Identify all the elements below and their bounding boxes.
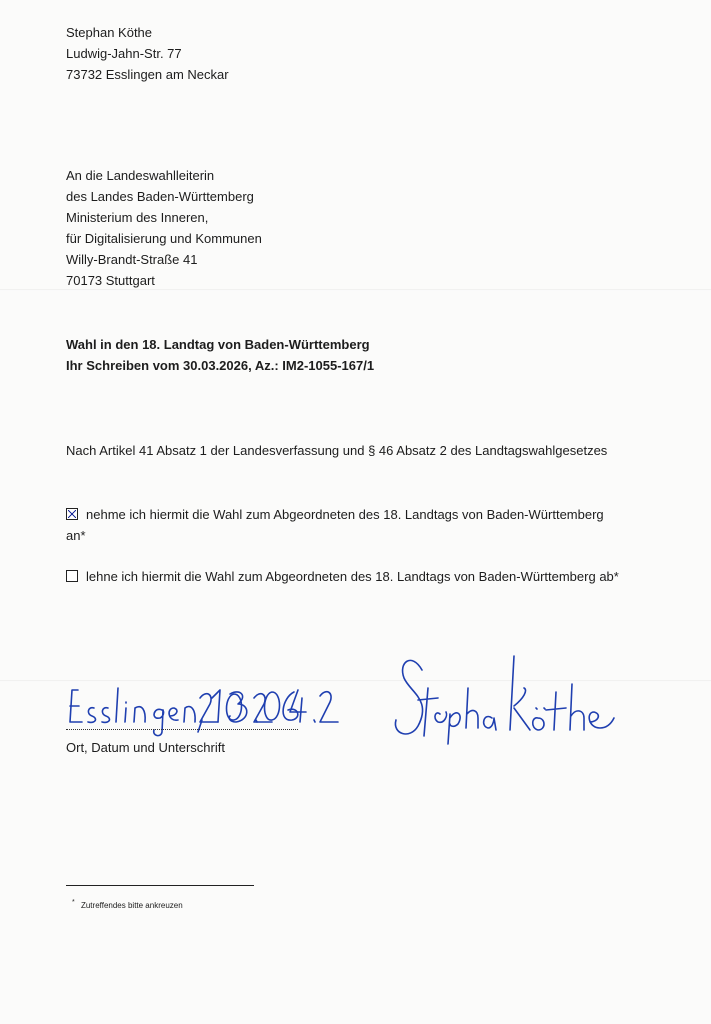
footnote-text: Zutreffendes bitte ankreuzen (80, 900, 183, 910)
signature-dotted-line (66, 729, 298, 730)
option-accept-label: nehme ich hiermit die Wahl zum Abgeordneten des 18. Landtags von Baden-Württemberg (86, 507, 604, 522)
recipient-line: An die Landeswahlleiterin (66, 168, 215, 183)
checkbox-accept[interactable] (66, 508, 78, 520)
option-accept-continuation: an* (66, 528, 86, 543)
recipient-line: des Landes Baden-Württemberg (66, 189, 254, 204)
recipient-line: 70173 Stuttgart (66, 273, 155, 288)
subject-reference: Ihr Schreiben vom 30.03.2026, Az.: IM2-1055-167/1 (66, 358, 375, 373)
option-accept[interactable] (66, 504, 604, 525)
sender-name: Stephan Köthe (66, 25, 153, 40)
sender-city: 73732 Esslingen am Neckar (66, 67, 229, 82)
footnote-divider (66, 885, 254, 886)
handwritten-year (196, 688, 336, 728)
intro-text: Nach Artikel 41 Absatz 1 der Landesverfassung und § 46 Absatz 2 des Landtagswahlgesetzes (66, 443, 608, 458)
handwritten-signature (388, 648, 618, 748)
option-decline-label: lehne ich hiermit die Wahl zum Abgeordneten des 18. Landtags von Baden-Württemberg ab* (86, 569, 619, 584)
sender-street: Ludwig-Jahn-Str. 77 (66, 46, 182, 61)
footnote (72, 897, 183, 912)
option-decline[interactable] (66, 566, 619, 587)
checkbox-decline[interactable] (66, 570, 78, 582)
recipient-line: Ministerium des Inneren, (66, 210, 209, 225)
recipient-line: Willy-Brandt-Straße 41 (66, 252, 198, 267)
recipient-line: für Digitalisierung und Kommunen (66, 231, 262, 246)
footnote-marker: * (72, 899, 75, 906)
subject-title: Wahl in den 18. Landtag von Baden-Württemberg (66, 337, 370, 352)
signature-caption: Ort, Datum und Unterschrift (66, 740, 225, 755)
